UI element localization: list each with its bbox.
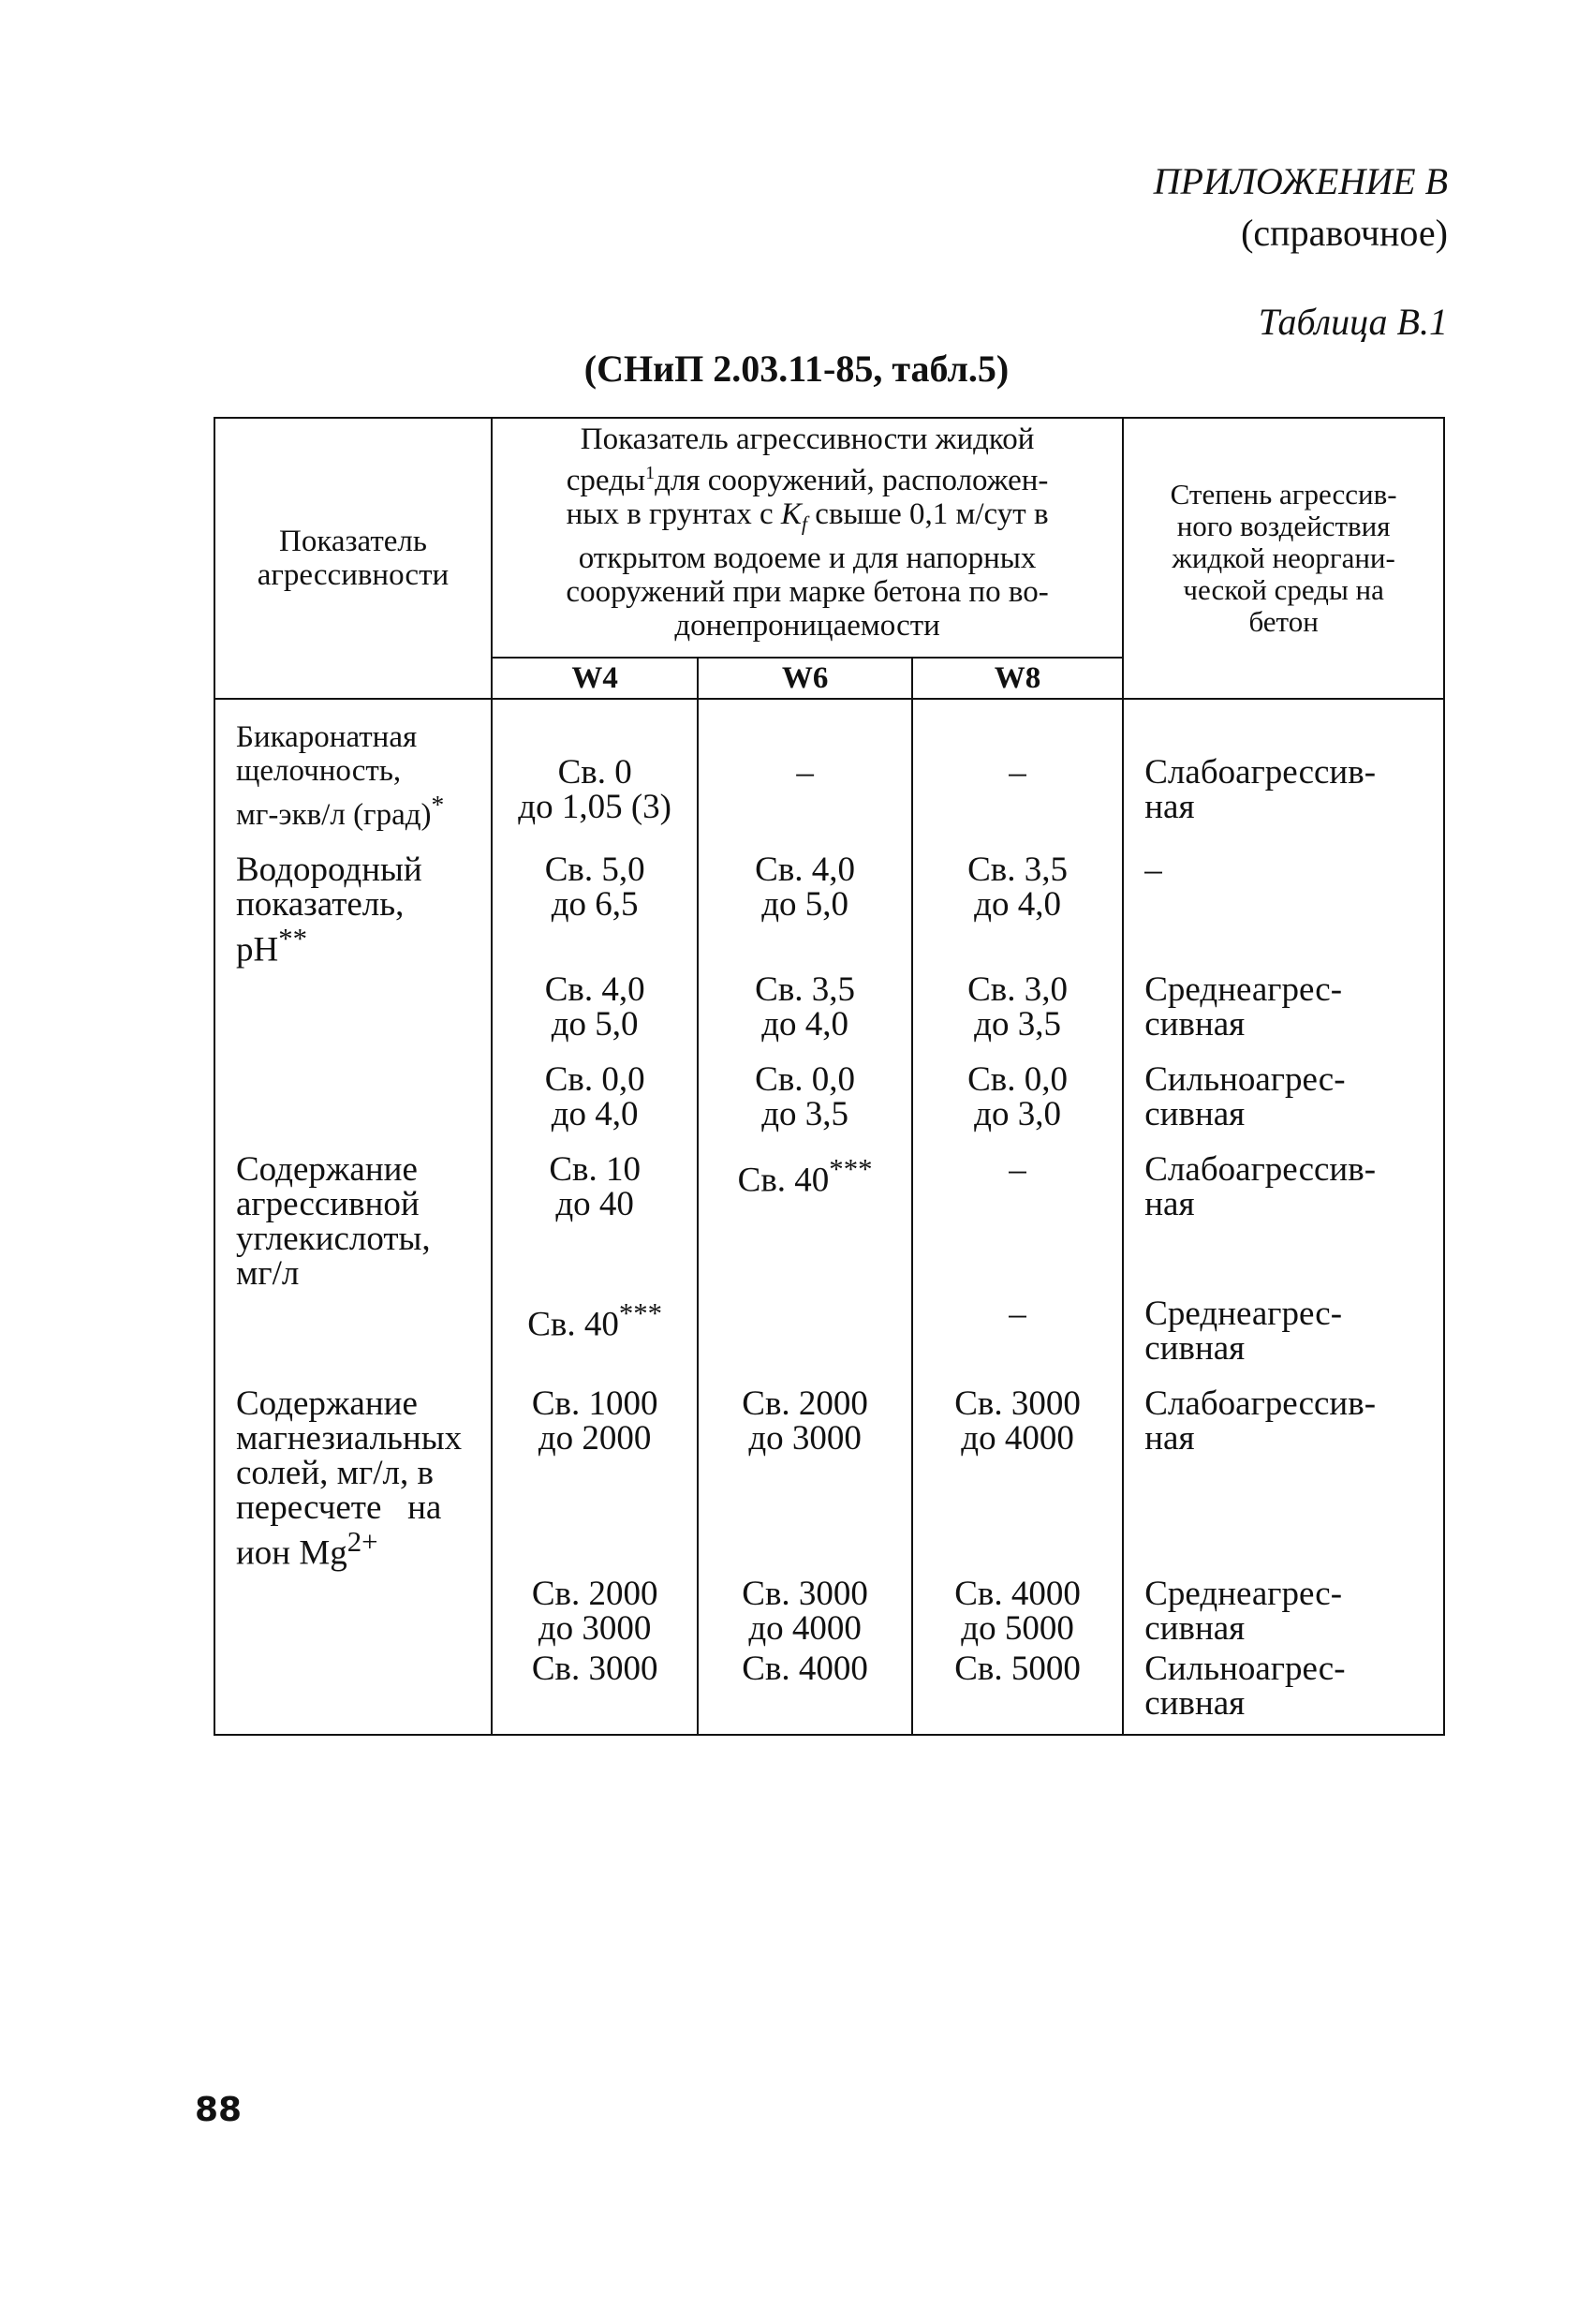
row-indicator [214, 967, 492, 1042]
table-row [214, 832, 1444, 967]
cell-degree: Слабоагрессив- ная [1123, 1366, 1444, 1570]
cell-w8: – [912, 1132, 1123, 1291]
appendix-title: ПРИЛОЖЕНИЕ В [1153, 160, 1448, 202]
table-number: Таблица В.1 [1258, 301, 1448, 343]
cell-w4: Св. 3000 [492, 1646, 698, 1735]
aggressiveness-table [214, 417, 1445, 1736]
row-indicator [214, 1571, 492, 1646]
table-row [214, 1571, 1444, 1646]
cell-w8: Св. 3,0 до 3,5 [912, 967, 1123, 1042]
cell-w4: Св. 10 до 40 [492, 1132, 698, 1291]
row-indicator: Содержание магнезиальных солей, мг/л, в пересчете на ион $Mg^{2+}$ [214, 1366, 492, 1570]
cell-w8: – [912, 699, 1123, 832]
cell-w8: Св. 5000 [912, 1646, 1123, 1735]
cell-w4: Св. 5,0 до 6,5 [492, 832, 698, 967]
cell-w6: Св. 3000 до 4000 [698, 1571, 911, 1646]
grade-w6: W6 [698, 658, 911, 699]
cell-w4: Св. 1000 до 2000 [492, 1366, 698, 1570]
grade-w8: W8 [912, 658, 1123, 699]
row-indicator [214, 1291, 492, 1366]
table-row [214, 699, 1444, 832]
cell-degree: Сильноагрес- сивная [1123, 1042, 1444, 1132]
row-indicator [214, 1042, 492, 1132]
table-row [214, 1042, 1444, 1132]
header-degree: Степень агрессив- ного воздействия жидкой неоргани- ческой среды на бетон [1123, 418, 1444, 699]
table-row [214, 1132, 1444, 1291]
cell-w4: Св. 4,0 до 5,0 [492, 967, 698, 1042]
cell-w4: Св. 40*** [492, 1291, 698, 1366]
table-header-row [214, 418, 1444, 658]
cell-w8: Св. 4000 до 5000 [912, 1571, 1123, 1646]
cell-w6: – [698, 699, 911, 832]
row-indicator [214, 1646, 492, 1735]
cell-w8: Св. 0,0 до 3,0 [912, 1042, 1123, 1132]
cell-degree: Сильноагрес- сивная [1123, 1646, 1444, 1735]
cell-w6: Св. 40*** [698, 1132, 911, 1291]
cell-degree: Слабоагрессив- ная [1123, 699, 1444, 832]
cell-w4: Св. 0,0 до 4,0 [492, 1042, 698, 1132]
cell-w6: Св. 0,0 до 3,5 [698, 1042, 911, 1132]
cell-w4: Св. 0 до 1,05 (3) [492, 699, 698, 832]
table-row [214, 1646, 1444, 1735]
row-indicator: Бикаронатная щелочность, мг-экв/л (град)* [214, 699, 492, 832]
cell-w8: Св. 3000 до 4000 [912, 1366, 1123, 1570]
cell-w8: – [912, 1291, 1123, 1366]
cell-degree: Среднеагрес- сивная [1123, 1571, 1444, 1646]
table-reference [0, 347, 1593, 391]
cell-degree: Слабоагрессив- ная [1123, 1132, 1444, 1291]
cell-w6: Св. 2000 до 3000 [698, 1366, 911, 1570]
reference-text: (СНиП 2.03.11-85, табл.5) [583, 348, 1010, 390]
cell-w6: Св. 4,0 до 5,0 [698, 832, 911, 967]
row-indicator: Содержание агрессивной углекислоты, мг/л [214, 1132, 492, 1291]
appendix-note: (справочное) [1241, 212, 1448, 254]
page-number: 88 [195, 2091, 243, 2129]
cell-w8: Св. 3,5 до 4,0 [912, 832, 1123, 967]
table-row [214, 967, 1444, 1042]
cell-w6: Св. 3,5 до 4,0 [698, 967, 911, 1042]
cell-w6: Св. 4000 [698, 1646, 911, 1735]
cell-w4: Св. 2000 до 3000 [492, 1571, 698, 1646]
cell-degree: Среднеагрес- сивная [1123, 1291, 1444, 1366]
header-indicator: Показатель агрессивности [214, 418, 492, 699]
cell-degree: Среднеагрес- сивная [1123, 967, 1444, 1042]
cell-degree: – [1123, 832, 1444, 967]
table-row [214, 1291, 1444, 1366]
grade-w4: W4 [492, 658, 698, 699]
table-row [214, 1366, 1444, 1570]
header-values: Показатель агрессивности жидкой среды$^1$для сооружений, расположен- ных в грунтах с $K_f$ свыше 0,1 м/сут в открытом водоеме и для напорных сооружений при марке бетона по во- донепроницаемости [492, 418, 1123, 658]
cell-w6 [698, 1291, 911, 1366]
row-indicator: Водородный показатель, pH** [214, 832, 492, 967]
